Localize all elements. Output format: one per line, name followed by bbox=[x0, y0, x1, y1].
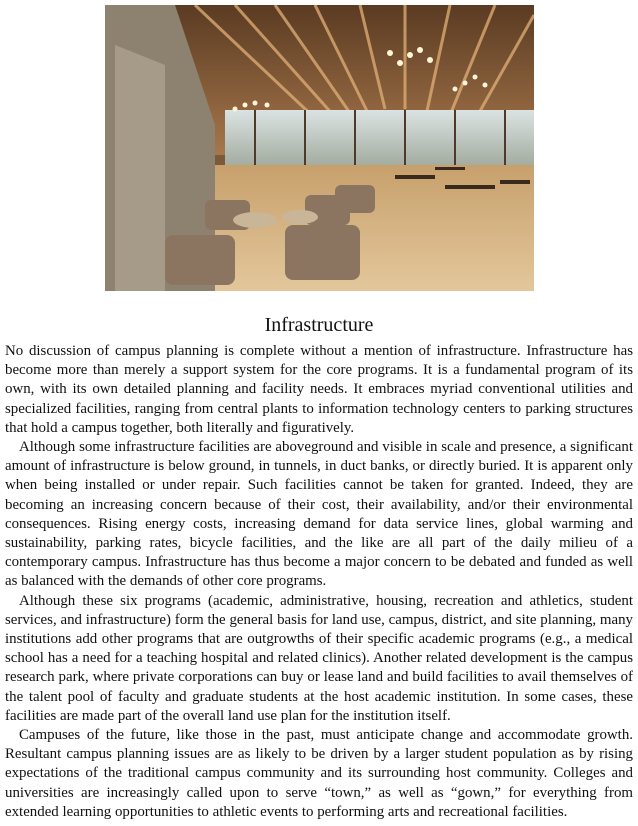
section-title: Infrastructure bbox=[264, 314, 374, 336]
paragraph: No discussion of campus planning is complete without a mention of infrastructure. Infrastructure has become more than merely a support system for the core programs. It is a fundamental program of its own, with its own detailed planning and facility needs. It embraces myriad conventional utilities and specialized facilities, ranging from central plants to information technology centers to parking structures that hold a campus together, both literally and figuratively. bbox=[5, 343, 633, 436]
paragraph: Although some infrastructure facilities are aboveground and visible in scale and presence, a significant amount of infrastructure is below ground, in tunnels, in duct banks, or directly buried. It is apparent only when being installed or under repair. Such facilities cannot be taken for granted. Indeed, they are becoming an increasing concern because of their cost, their availability, and/or their environmental consequences. Rising energy costs, increasing demand for data service lines, global warming and sustainability, parking rates, bicycle facilities, and the like are all part of the daily milieu of a contemporary campus. Infrastructure has thus become a major concern to be debated and funded as well as balanced with the demands of other core programs. bbox=[5, 439, 633, 590]
campus-lounge-photo bbox=[105, 5, 534, 291]
paragraph: Campuses of the future, like those in the past, must anticipate change and accommodate growth. Resultant campus planning issues are as likely to be driven by a larger student population as by rising expectations of the traditional campus community and its surrounding host community. Colleges and universities are increasingly called upon to serve “town,” as well as “gown,” for everything from extended learning opportunities to athletic events to performing arts and recreational facilities. bbox=[5, 727, 633, 820]
article-body bbox=[5, 342, 633, 822]
paragraph: Although these six programs (academic, administrative, housing, recreation and athletics, student services, and infrastructure) form the general basis for land use, campus, district, and site planning, many institutions add other programs that are outgrowths of their specific academic programs (e.g., a medical school has a need for a teaching hospital and related clinics). Another related development is the campus research park, where private corporations can buy or lease land and build facilities to avail themselves of the talent pool of faculty and graduate students at the host academic institution. In some cases, these facilities are made part of the overall land use plan for the institution itself. bbox=[5, 592, 633, 724]
